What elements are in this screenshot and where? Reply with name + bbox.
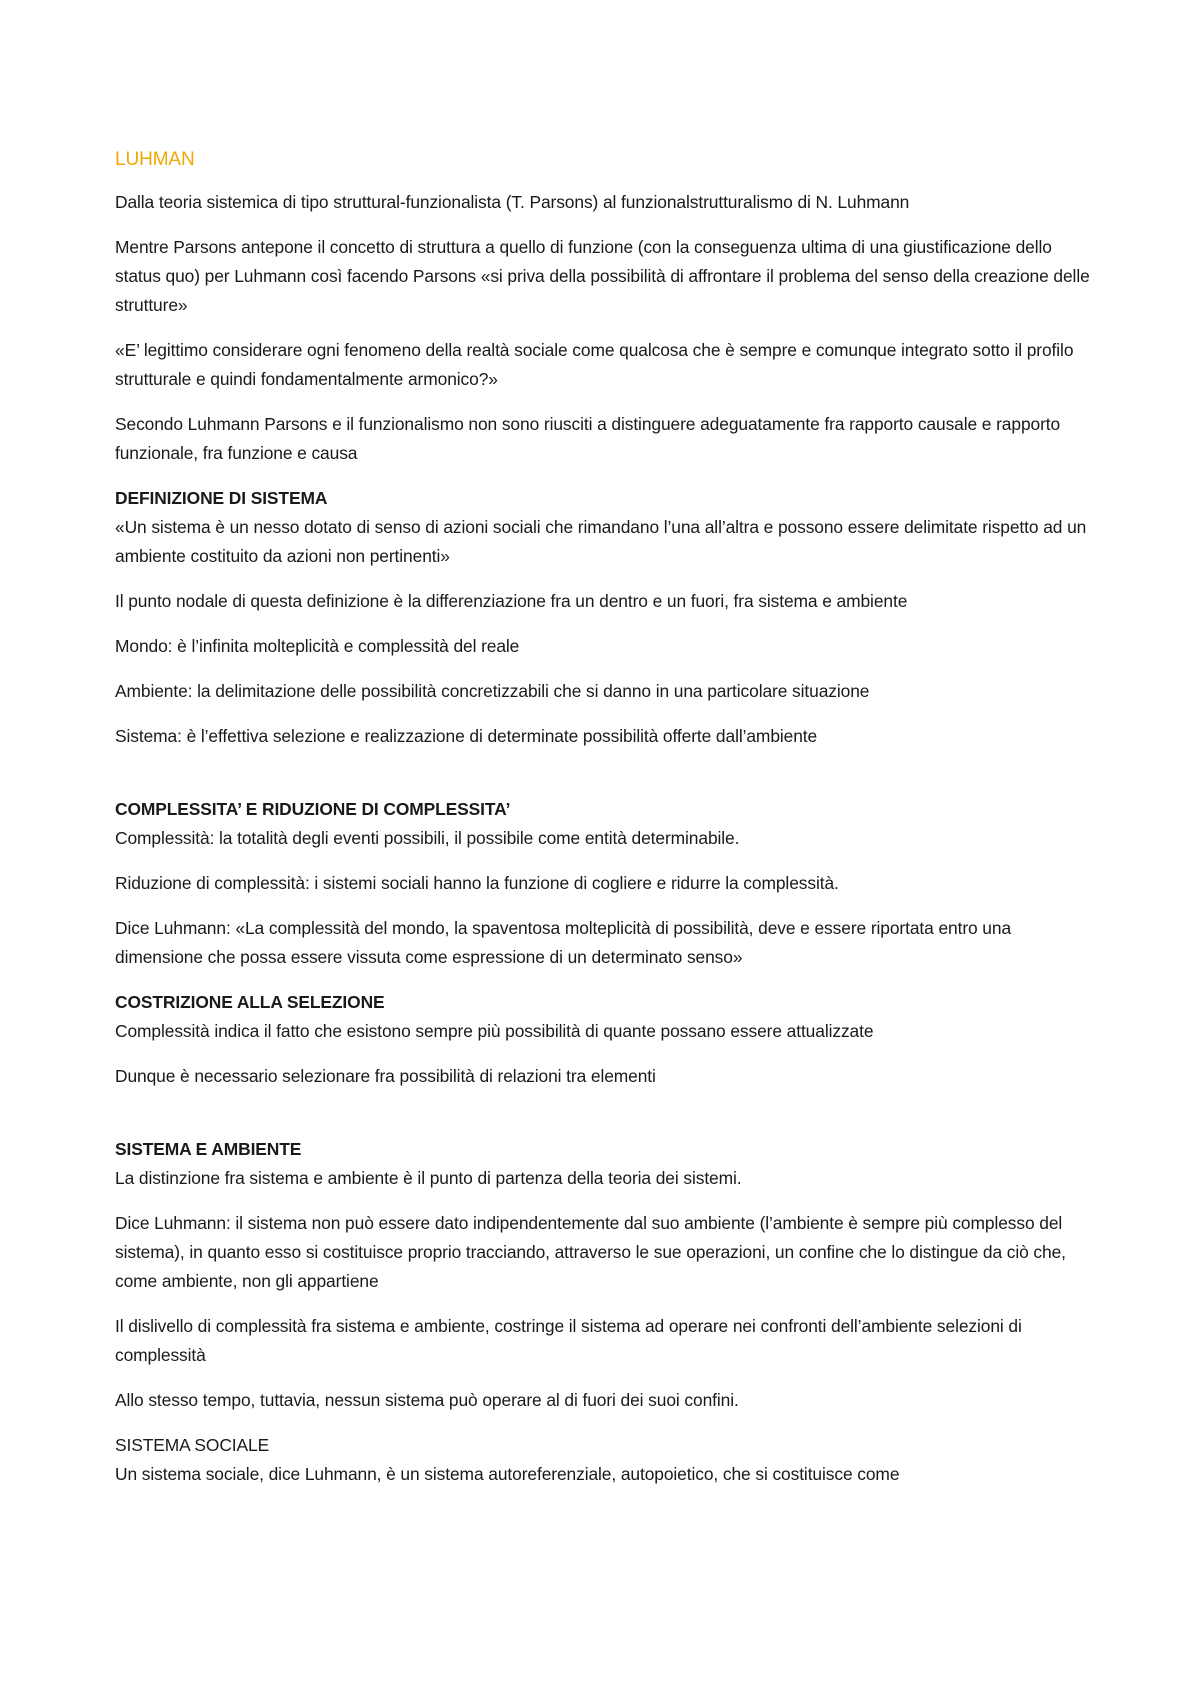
document-page	[115, 148, 1090, 1505]
section-heading-sistema-ambiente: SISTEMA E AMBIENTE	[115, 1139, 302, 1159]
paragraph: Riduzione di complessità: i sistemi sociali hanno la funzione di cogliere e ridurre la complessità.	[115, 873, 839, 893]
section-heading-costrizione: COSTRIZIONE ALLA SELEZIONE	[115, 992, 385, 1012]
paragraph: Complessità: la totalità degli eventi possibili, il possibile come entità determinabile.	[115, 828, 740, 848]
paragraph: Ambiente: la delimitazione delle possibilità concretizzabili che si danno in una particolare situazione	[115, 681, 870, 701]
paragraph: Dalla teoria sistemica di tipo struttural-funzionalista (T. Parsons) al funzionalstrutturalismo di N. Luhmann	[115, 192, 910, 212]
blank-space	[115, 751, 1090, 795]
paragraph: Secondo Luhmann Parsons e il funzionalismo non sono riusciti a distinguere adeguatamente fra rapporto causale e rapporto funzionale, fra funzione e causa	[115, 414, 1061, 463]
paragraph: Un sistema sociale, dice Luhmann, è un sistema autoreferenziale, autopoietico, che si costituisce come	[115, 1464, 900, 1484]
paragraph-quote: «Un sistema è un nesso dotato di senso di azioni sociali che rimandano l’una all’altra e possono essere delimitate rispetto ad un ambiente costituito da azioni non pertinenti»	[115, 517, 1087, 566]
paragraph: Dice Luhmann: «La complessità del mondo, la spaventosa molteplicità di possibilità, deve e essere riportata entro una dimensione che possa essere vissuta come espressione di un determinato senso»	[115, 918, 1012, 967]
paragraph: Dunque è necessario selezionare fra possibilità di relazioni tra elementi	[115, 1066, 656, 1086]
paragraph-quote: «E’ legittimo considerare ogni fenomeno della realtà sociale come qualcosa che è sempre e comunque integrato sotto il profilo strutturale e quindi fondamentalmente armonico?»	[115, 340, 1074, 389]
section-heading-definizione: DEFINIZIONE DI SISTEMA	[115, 488, 328, 508]
document-title: LUHMAN	[115, 149, 195, 170]
section-heading-complessita: COMPLESSITA’ E RIDUZIONE DI COMPLESSITA’	[115, 799, 511, 819]
paragraph: Mentre Parsons antepone il concetto di struttura a quello di funzione (con la conseguenza ultima di una giustificazione dello status quo) per Luhmann così facendo Parsons «si priva della possibilità di affrontare il problema del senso della creazione delle strutture»	[115, 237, 1090, 315]
section-heading-sistema-sociale: SISTEMA SOCIALE	[115, 1435, 270, 1455]
paragraph: Sistema: è l’effettiva selezione e realizzazione di determinate possibilità offerte dall’ambiente	[115, 726, 818, 746]
blank-space	[115, 1091, 1090, 1135]
paragraph: Allo stesso tempo, tuttavia, nessun sistema può operare al di fuori dei suoi confini.	[115, 1390, 739, 1410]
paragraph: La distinzione fra sistema e ambiente è il punto di partenza della teoria dei sistemi.	[115, 1168, 742, 1188]
paragraph: Il punto nodale di questa definizione è la differenziazione fra un dentro e un fuori, fra sistema e ambiente	[115, 591, 908, 611]
paragraph: Mondo: è l’infinita molteplicità e complessità del reale	[115, 636, 520, 656]
paragraph: Dice Luhmann: il sistema non può essere dato indipendentemente dal suo ambiente (l’ambiente è sempre più complesso del sistema), in quanto esso si costituisce proprio tracciando, attraverso le sue operazioni, un confine che lo distingue da ciò che, come ambiente, non gli appartiene	[115, 1213, 1066, 1291]
paragraph: Complessità indica il fatto che esistono sempre più possibilità di quante possano essere attualizzate	[115, 1021, 874, 1041]
paragraph: Il dislivello di complessità fra sistema e ambiente, costringe il sistema ad operare nei confronti dell’ambiente selezioni di complessità	[115, 1316, 1022, 1365]
